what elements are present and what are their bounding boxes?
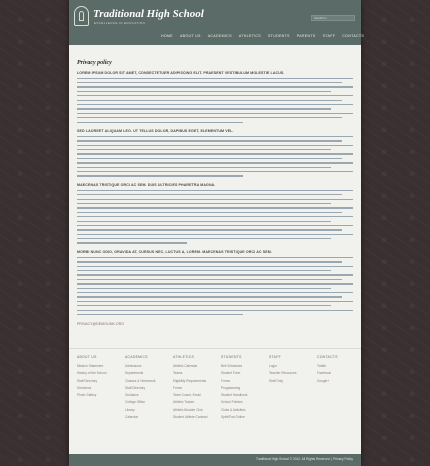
footer-link[interactable]: Google+ xyxy=(317,378,330,383)
nav-students[interactable]: STUDENTS xyxy=(267,34,290,38)
nav-athletics[interactable]: ATHLETICS xyxy=(238,34,261,38)
copyright-text: Traditional High School © 2012. All Rights Reserved. | Privacy Policy xyxy=(256,457,353,461)
footer-link[interactable]: Forms xyxy=(221,378,231,383)
footer-column-about xyxy=(77,355,121,400)
footer-link[interactable]: Staff Directory xyxy=(125,385,146,390)
footer-link[interactable]: Photo Gallery xyxy=(77,393,97,398)
footer-column-athletics xyxy=(173,355,217,422)
footer-link[interactable]: Mission Statement xyxy=(77,364,104,368)
footer-link[interactable]: Eligibility Requirements xyxy=(173,378,207,383)
nav-home[interactable]: HOME xyxy=(161,34,173,38)
footer-link[interactable]: Guidance xyxy=(125,393,139,398)
footer-link[interactable]: Athletic Booster Club xyxy=(173,407,203,412)
footer-link[interactable]: Team Coach, Email xyxy=(173,393,201,398)
footer-heading: CONTACTS xyxy=(317,355,338,359)
footer-link[interactable]: Staff Directory xyxy=(77,378,98,383)
site-subtitle: EXCELLENCE IN EDUCATION xyxy=(94,21,146,25)
footer-link[interactable]: Forms xyxy=(173,385,183,390)
footer-link[interactable]: Athletic Calendar xyxy=(173,364,198,368)
footer-column-contacts xyxy=(317,355,361,386)
page-container xyxy=(69,0,365,466)
copyright-bar xyxy=(69,454,361,466)
section-heading: MAECENAS TRISTIQUE ORCI AC SEM. DUIS ULTRICIES PHARETRA MAGNA. xyxy=(77,183,216,188)
policy-section xyxy=(77,129,353,178)
footer-link[interactable]: Teacher Resources xyxy=(269,371,297,376)
school-crest-icon[interactable] xyxy=(74,6,89,26)
footer-heading: ABOUT US xyxy=(77,355,97,359)
footer-link[interactable]: School Policies xyxy=(221,400,243,405)
section-body xyxy=(77,134,353,178)
footer-link[interactable]: Spirit/Fan Online xyxy=(221,415,245,420)
footer-link[interactable]: Athletic Trainer xyxy=(173,400,195,405)
footer-link[interactable]: Student Handbook xyxy=(221,393,248,398)
footer-link[interactable]: Admissions xyxy=(125,364,142,368)
main-nav xyxy=(161,34,364,40)
footer-link[interactable]: Library xyxy=(125,407,135,412)
nav-contacts[interactable]: CONTACTS xyxy=(342,34,365,38)
privacy-email-link[interactable]: PRIVACY@DEMOLINK.ORG xyxy=(77,321,125,326)
section-body xyxy=(77,255,353,316)
site-footer xyxy=(69,348,361,455)
footer-column-staff xyxy=(269,355,313,386)
policy-section xyxy=(77,71,353,124)
section-body xyxy=(77,76,353,124)
footer-link[interactable]: Student Form xyxy=(221,371,241,376)
footer-heading: ACADEMICS xyxy=(125,355,148,359)
footer-link[interactable]: Twitter xyxy=(317,364,327,368)
footer-link[interactable]: Student Athlete Contract xyxy=(173,415,208,420)
section-body xyxy=(77,188,353,245)
footer-column-students xyxy=(221,355,265,422)
footer-heading: STUDENTS xyxy=(221,355,242,359)
footer-link[interactable]: Clubs & Activities xyxy=(221,407,246,412)
site-title[interactable]: Traditional High School xyxy=(93,8,204,20)
footer-link[interactable]: Departments xyxy=(125,371,144,376)
footer-link[interactable]: Calendar xyxy=(125,415,138,420)
nav-academics[interactable]: ACADEMICS xyxy=(207,34,232,38)
footer-link[interactable]: Directions xyxy=(77,385,92,390)
site-header xyxy=(69,0,365,45)
footer-link[interactable]: Login xyxy=(269,364,277,368)
footer-link[interactable]: Classes & Homework xyxy=(125,378,156,383)
footer-link[interactable]: History of the School xyxy=(77,371,107,376)
footer-column-academics xyxy=(125,355,169,422)
footer-link[interactable]: Bell Schedules xyxy=(221,364,243,368)
footer-heading: ATHLETICS xyxy=(173,355,195,359)
footer-link[interactable]: Staff Only xyxy=(269,378,283,383)
section-heading: MORBI NUNC ODIO, GRAVIDA AT, CURSUS NEC, LUCTUS A, LOREM. MAECENAS TRISTIQUE ORCI AC SEM. xyxy=(77,250,272,255)
search-input[interactable]: SEARCH xyxy=(311,15,355,21)
section-heading: LOREM IPSUM DOLOR SIT AMET, CONSECTETUER ADIPISCING ELIT. PRAESENT VESTIBULUM MOLESTIE LACUS. xyxy=(77,71,285,75)
footer-link[interactable]: Teams xyxy=(173,371,183,376)
policy-section xyxy=(77,183,353,245)
policy-section xyxy=(77,250,353,316)
nav-about-us[interactable]: ABOUT US xyxy=(179,34,201,38)
section-heading: SED LAOREET ALIQUAM LEO. UT TELLUS DOLOR, DAPIBUS EGET, ELEMENTUM VEL. xyxy=(77,129,234,134)
nav-parents[interactable]: PARENTS xyxy=(296,34,316,38)
main-content xyxy=(77,52,353,326)
nav-staff[interactable]: STAFF xyxy=(322,34,336,38)
footer-link[interactable]: Facebook xyxy=(317,371,331,376)
footer-link[interactable]: Programming xyxy=(221,385,241,390)
page-title: Privacy policy xyxy=(77,60,112,66)
footer-heading: STAFF xyxy=(269,355,281,359)
footer-link[interactable]: College Office xyxy=(125,400,145,405)
